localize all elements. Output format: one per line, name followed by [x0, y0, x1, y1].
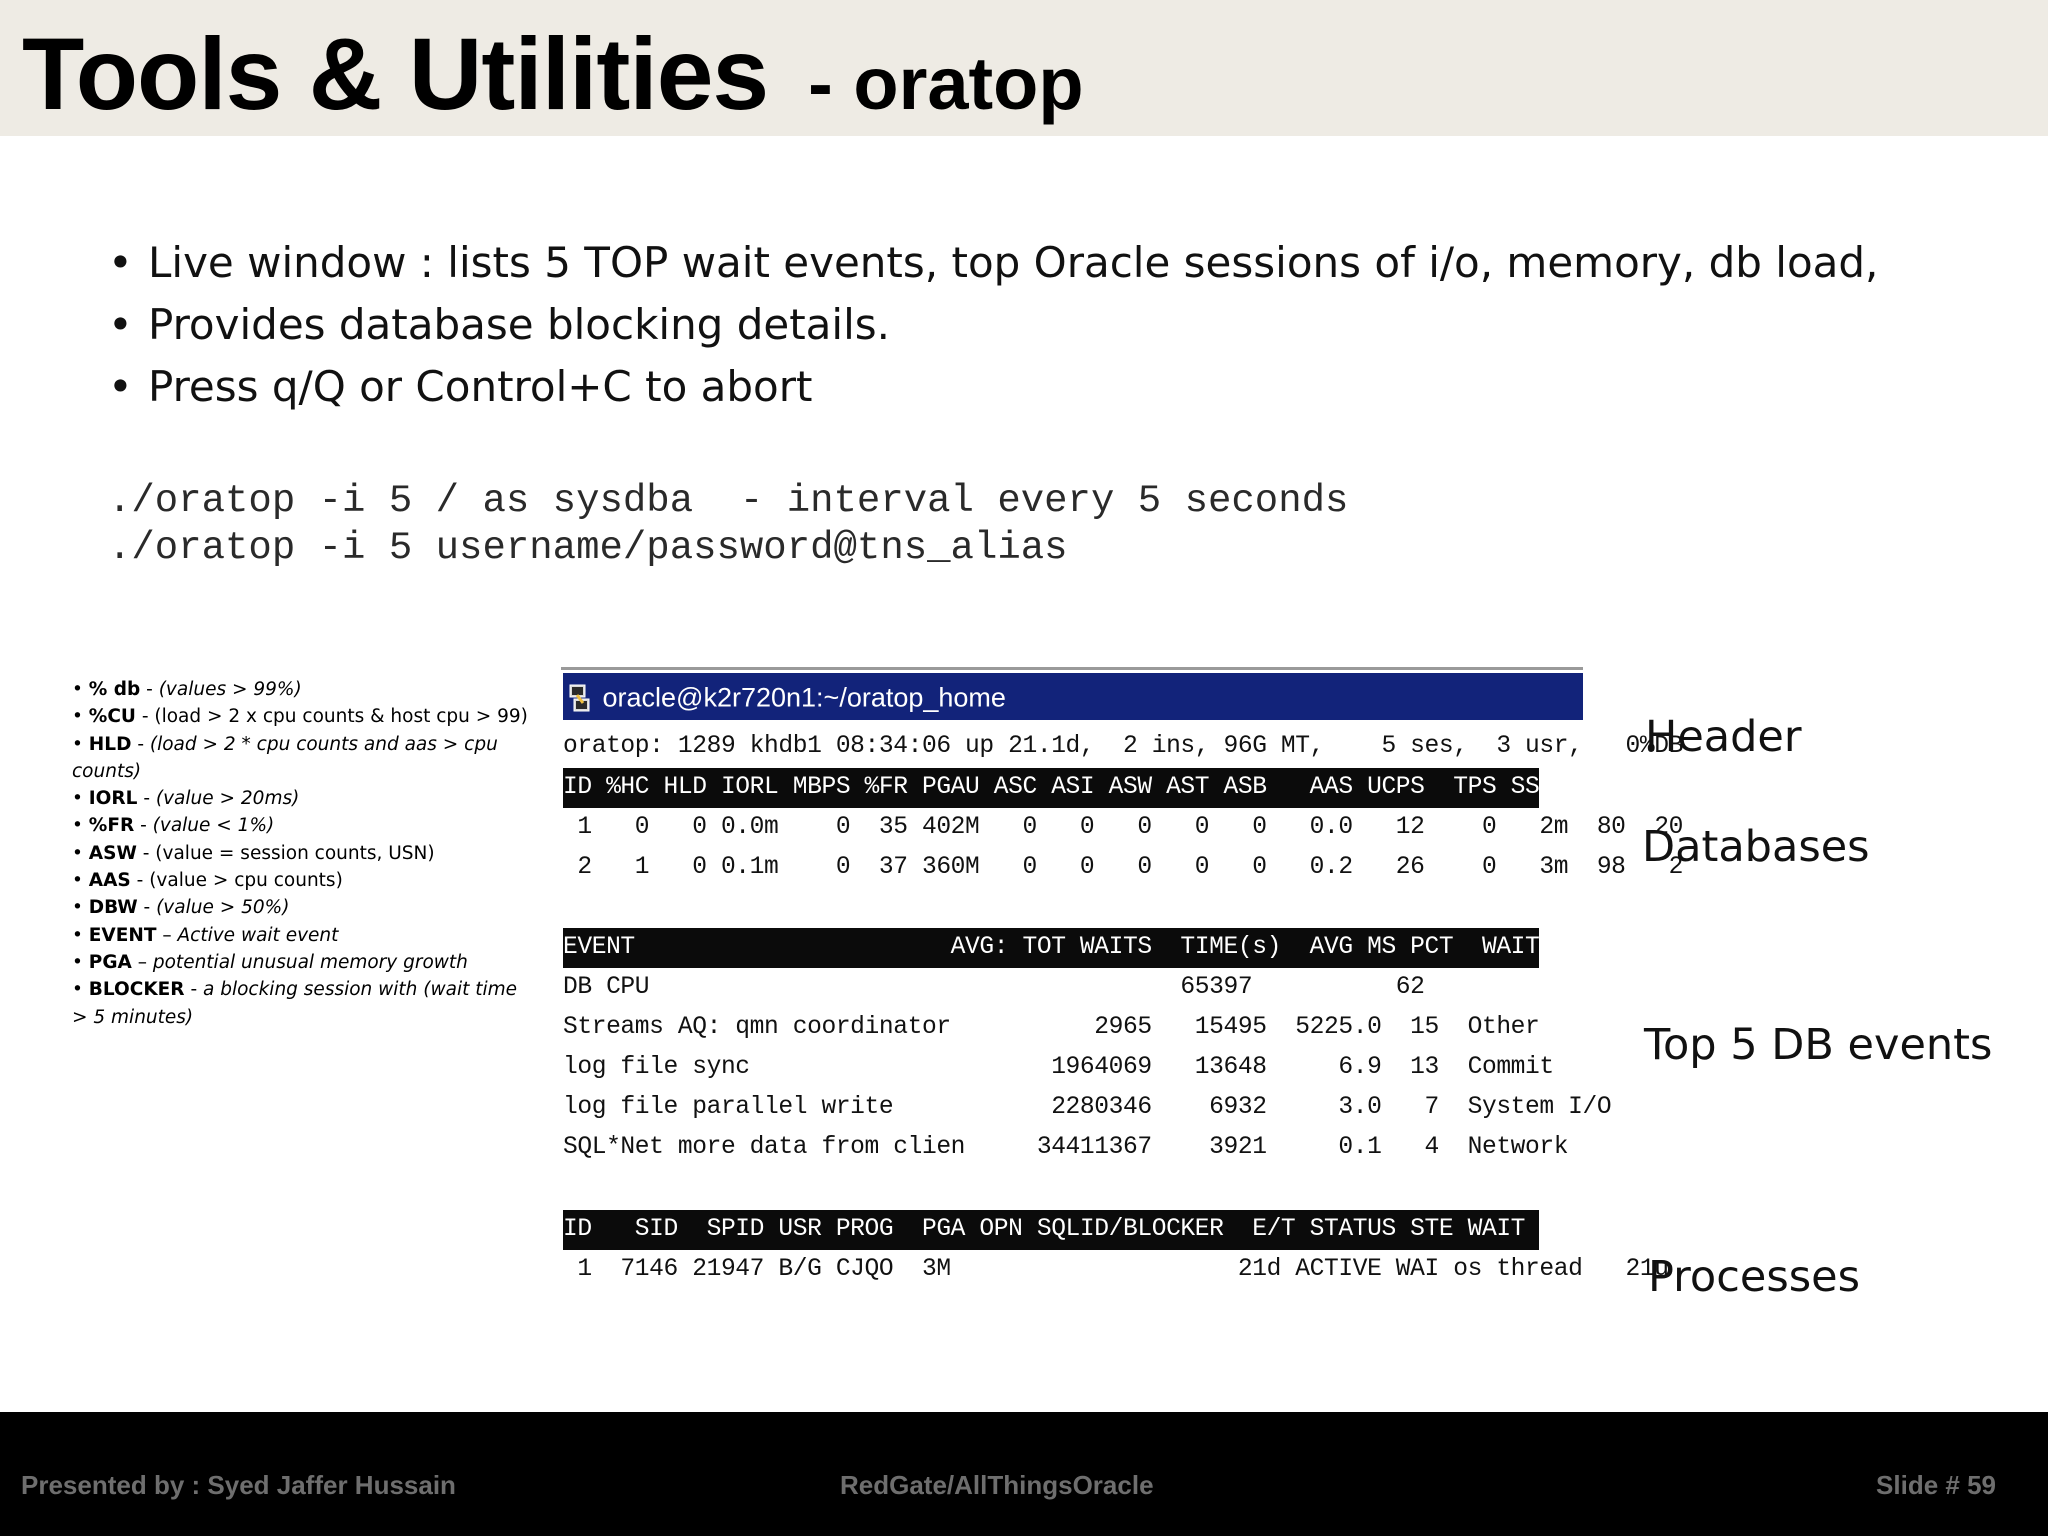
event-column-header: EVENT AVG: TOT WAITS TIME(s) AVG MS PCT WAIT CLASS: [563, 928, 1539, 968]
footer-slide-number: Slide # 59: [1876, 1470, 1996, 1500]
event-row: Streams AQ: qmn coordinator 2965 15495 5225.0 15 Other: [563, 1014, 1540, 1041]
legend-item: • %FR - (value < 1%): [72, 815, 275, 837]
legend-item: • DBW - (value > 50%): [72, 897, 290, 919]
oratop-status-line: oratop: 1289 khdb1 08:34:06 up 21.1d, 2 ins, 96G MT, 5 ses, 3 usr, 0%DB: [563, 733, 1683, 760]
putty-icon: [567, 681, 591, 715]
title-main: Tools & Utilities: [22, 17, 769, 131]
terminal-border: [561, 667, 1583, 670]
slide-title: [22, 18, 1084, 140]
legend-item: • EVENT – Active wait event: [72, 924, 339, 946]
terminal-titlebar: [563, 673, 1583, 720]
db-row: 2 1 0 0.1m 0 37 360M 0 0 0 0 0 0.2 26 0 3m 98 2: [563, 854, 1683, 881]
event-row: log file parallel write 2280346 6932 3.0 7 System I/O: [563, 1094, 1612, 1121]
title-sub: - oratop: [808, 42, 1084, 125]
db-row: 1 0 0 0.0m 0 35 402M 0 0 0 0 0 0.0 12 0 2m 80 20: [563, 814, 1683, 841]
legend-item: • IORL - (value > 20ms): [72, 788, 300, 810]
legend-item: • BLOCKER - a blocking session with (wait time > 5 minutes): [72, 979, 518, 1028]
command-line: ./oratop -i 5 / as sysdba - interval every 5 seconds: [108, 479, 1349, 523]
legend-item: • AAS - (value > cpu counts): [72, 870, 343, 892]
event-row: SQL*Net more data from clien 34411367 3921 0.1 4 Network: [563, 1134, 1569, 1161]
label-databases: Databases: [1642, 822, 1870, 872]
event-row: log file sync 1964069 13648 6.9 13 Commit: [563, 1054, 1554, 1081]
terminal-screenshot: [561, 667, 1683, 1392]
legend-item: • PGA – potential unusual memory growth: [72, 951, 468, 973]
label-top-events: Top 5 DB events: [1644, 1020, 1993, 1070]
bullet-list: [108, 232, 1878, 418]
terminal-window-title: oracle@k2r720n1:~/oratop_home: [602, 682, 1006, 713]
metric-legend: [72, 676, 530, 1031]
legend-item: • %CU - (load > 2 x cpu counts & host cpu > 99): [72, 706, 528, 728]
legend-item: • HLD - (load > 2 * cpu counts and aas > cpu counts): [72, 733, 498, 782]
footer-presenter: Presented by : Syed Jaffer Hussain: [21, 1470, 456, 1500]
process-column-header: ID SID SPID USR PROG PGA OPN SQLID/BLOCKER E/T STATUS STE WAIT EVENT W/T: [563, 1210, 1539, 1250]
bullet-item: • Live window : lists 5 TOP wait events, top Oracle sessions of i/o, memory, db load,: [108, 232, 1878, 294]
legend-item: • % db - (values > 99%): [72, 679, 302, 700]
db-column-header: ID %HC HLD IORL MBPS %FR PGAU ASC ASI ASW AST ASB AAS UCPS TPS SSRT DBC DBW: [563, 768, 1539, 808]
event-row: DB CPU 65397 62: [563, 974, 1425, 1001]
process-row: 1 7146 21947 B/G CJQO 3M 21d ACTIVE WAI os thread 21u: [563, 1256, 1669, 1283]
command-examples: [108, 478, 1348, 572]
footer-bar: [0, 1412, 2048, 1536]
footer-organization: RedGate/AllThingsOracle: [840, 1470, 1154, 1500]
legend-item: • ASW - (value = session counts, USN): [72, 842, 435, 864]
label-processes: Processes: [1648, 1252, 1860, 1302]
command-line: ./oratop -i 5 username/password@tns_alias: [108, 526, 1068, 570]
label-header: Header: [1645, 712, 1802, 762]
bullet-item: • Provides database blocking details.: [108, 294, 1878, 356]
bullet-item: • Press q/Q or Control+C to abort: [108, 356, 1878, 418]
